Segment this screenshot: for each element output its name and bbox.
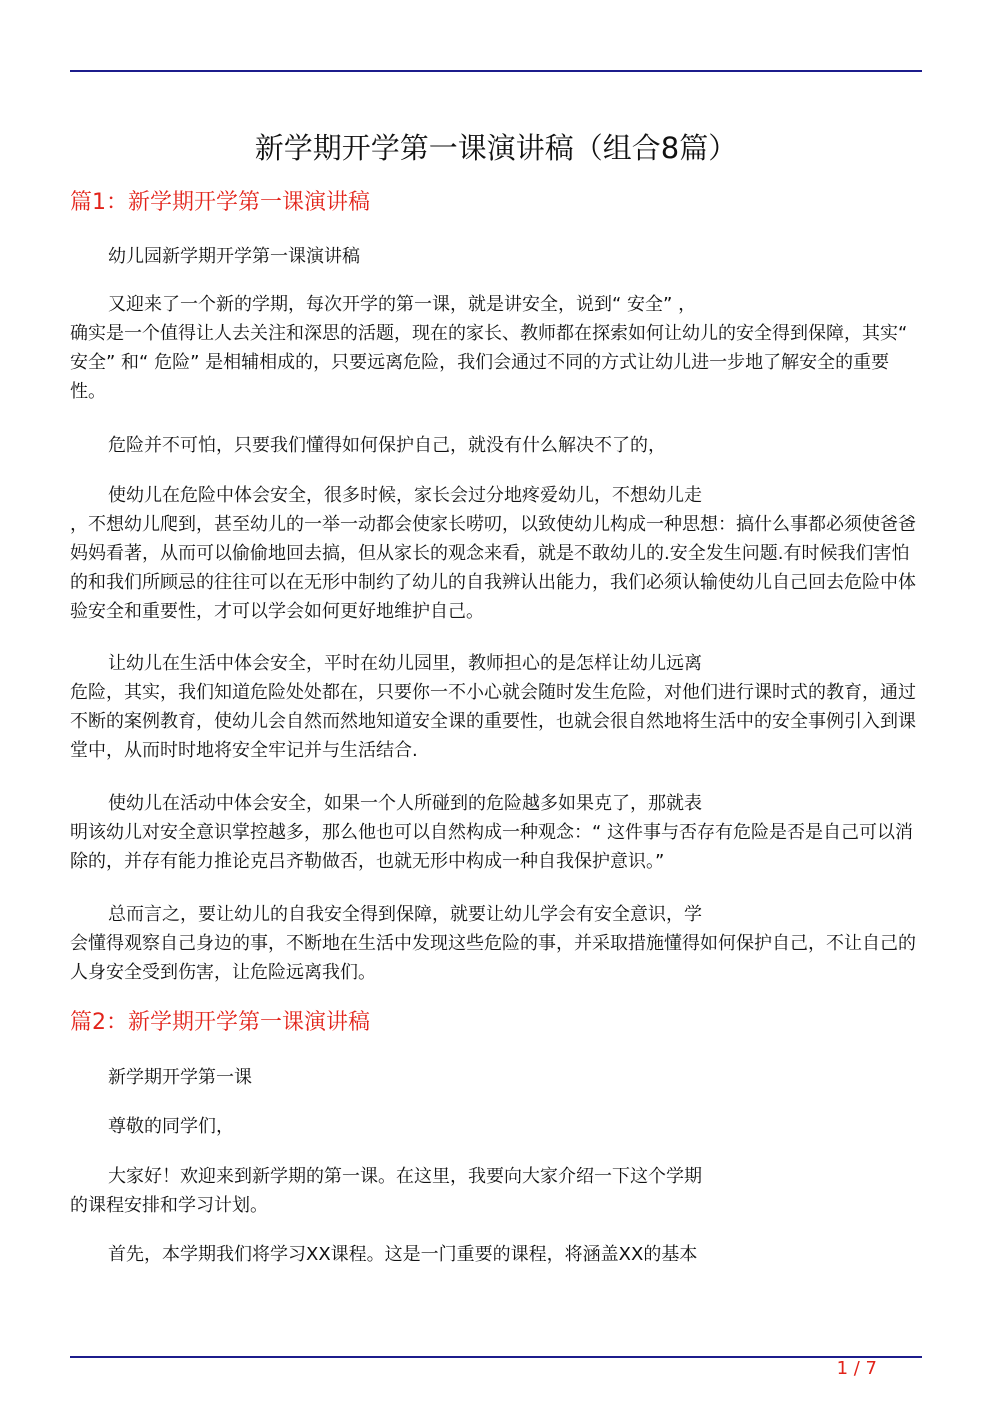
paragraph bbox=[70, 1162, 922, 1220]
paragraph bbox=[70, 649, 922, 765]
header-rule bbox=[70, 70, 922, 72]
section-subtitle: 新学期开学第一课 bbox=[108, 1067, 252, 1088]
document-title: 新学期开学第一课演讲稿（组合8篇） bbox=[254, 131, 738, 165]
paragraph-rest: 明该幼儿对安全意识掌控越多，那么他也可以自然构成一种观念：“ 这件事与否存有危险是否是自己可以消除的，并存有能力推论克吕齐勒做否，也就无形中构成一种自我保护意识。” bbox=[70, 822, 914, 872]
paragraph-first-line: 让幼儿在生活中体会安全，平时在幼儿园里，教师担心的是怎样让幼儿远离 bbox=[108, 653, 702, 674]
section-2 bbox=[70, 1008, 922, 1038]
paragraph-first-line: 总而言之，要让幼儿的自我安全得到保障，就要让幼儿学会有安全意识，学 bbox=[108, 904, 702, 925]
section-1-body bbox=[70, 242, 922, 271]
paragraph-rest: 的课程安排和学习计划。 bbox=[70, 1195, 268, 1216]
paragraph bbox=[70, 1112, 922, 1141]
paragraph bbox=[70, 290, 922, 406]
paragraph-rest: 会懂得观察自己身边的事，不断地在生活中发现这些危险的事，并采取措施懂得如何保护自己，不让自己的人身安全受到伤害，让危险远离我们。 bbox=[70, 933, 916, 983]
section-heading: 篇2：新学期开学第一课演讲稿 bbox=[70, 1010, 370, 1035]
section-heading: 篇1：新学期开学第一课演讲稿 bbox=[70, 190, 370, 215]
section-1 bbox=[70, 188, 922, 218]
paragraph bbox=[70, 431, 922, 460]
paragraph-first-line: 又迎来了一个新的学期，每次开学的第一课，就是讲安全，说到“ 安全” ， bbox=[108, 294, 697, 315]
paragraph-first-line: 使幼儿在危险中体会安全，很多时候，家长会过分地疼爱幼儿，不想幼儿走 bbox=[108, 485, 702, 506]
paragraph-first-line: 危险并不可怕，只要我们懂得如何保护自己，就没有什么解决不了的， bbox=[108, 435, 666, 456]
paragraph bbox=[70, 481, 922, 626]
paragraph-rest: 确实是一个值得让人去关注和深思的活题，现在的家长、教师都在探索如何让幼儿的安全得到保障，其实“ 安全” 和“ 危险” 是相辅相成的，只要远离危险，我们会通过不同的方式让幼儿进一步地了解安全的重要性。 bbox=[70, 323, 908, 402]
paragraph bbox=[70, 789, 922, 876]
paragraph-rest: ，不想幼儿爬到，甚至幼儿的一举一动都会使家长唠叨，以致使幼儿构成一种思想：搞什么事都必须使爸爸妈妈看著，从而可以偷偷地回去搞，但从家长的观念来看，就是不敢幼儿的.安全发生问题.有时候我们害怕的和我们所顾忌的往往可以在无形中制约了幼儿的自我辨认出能力，我们必须认输使幼儿自己回去危险中体验安全和重要性，才可以学会如何更好地维护自己。 bbox=[70, 514, 916, 622]
paragraph bbox=[70, 900, 922, 987]
footer-rule bbox=[70, 1356, 922, 1358]
paragraph-first-line: 使幼儿在活动中体会安全，如果一个人所碰到的危险越多如果克了，那就表 bbox=[108, 793, 702, 814]
section-subtitle: 幼儿园新学期开学第一课演讲稿 bbox=[108, 246, 360, 267]
paragraph bbox=[70, 1240, 922, 1269]
page-number: 1 / 7 bbox=[836, 1358, 877, 1379]
paragraph-rest: 危险，其实，我们知道危险处处都在，只要你一不小心就会随时发生危险，对他们进行课时式的教育，通过不断的案例教育，使幼儿会自然而然地知道安全课的重要性，也就会很自然地将生活中的安全事例引入到课堂中，从而时时地将安全牢记并与生活结合. bbox=[70, 682, 916, 761]
paragraph-first-line: 首先，本学期我们将学习XX课程。这是一门重要的课程，将涵盖XX的基本 bbox=[108, 1244, 698, 1265]
paragraph-first-line: 大家好！欢迎来到新学期的第一课。在这里，我要向大家介绍一下这个学期 bbox=[108, 1166, 702, 1187]
paragraph-first-line: 尊敬的同学们， bbox=[108, 1116, 234, 1137]
section-2-body bbox=[70, 1063, 922, 1092]
